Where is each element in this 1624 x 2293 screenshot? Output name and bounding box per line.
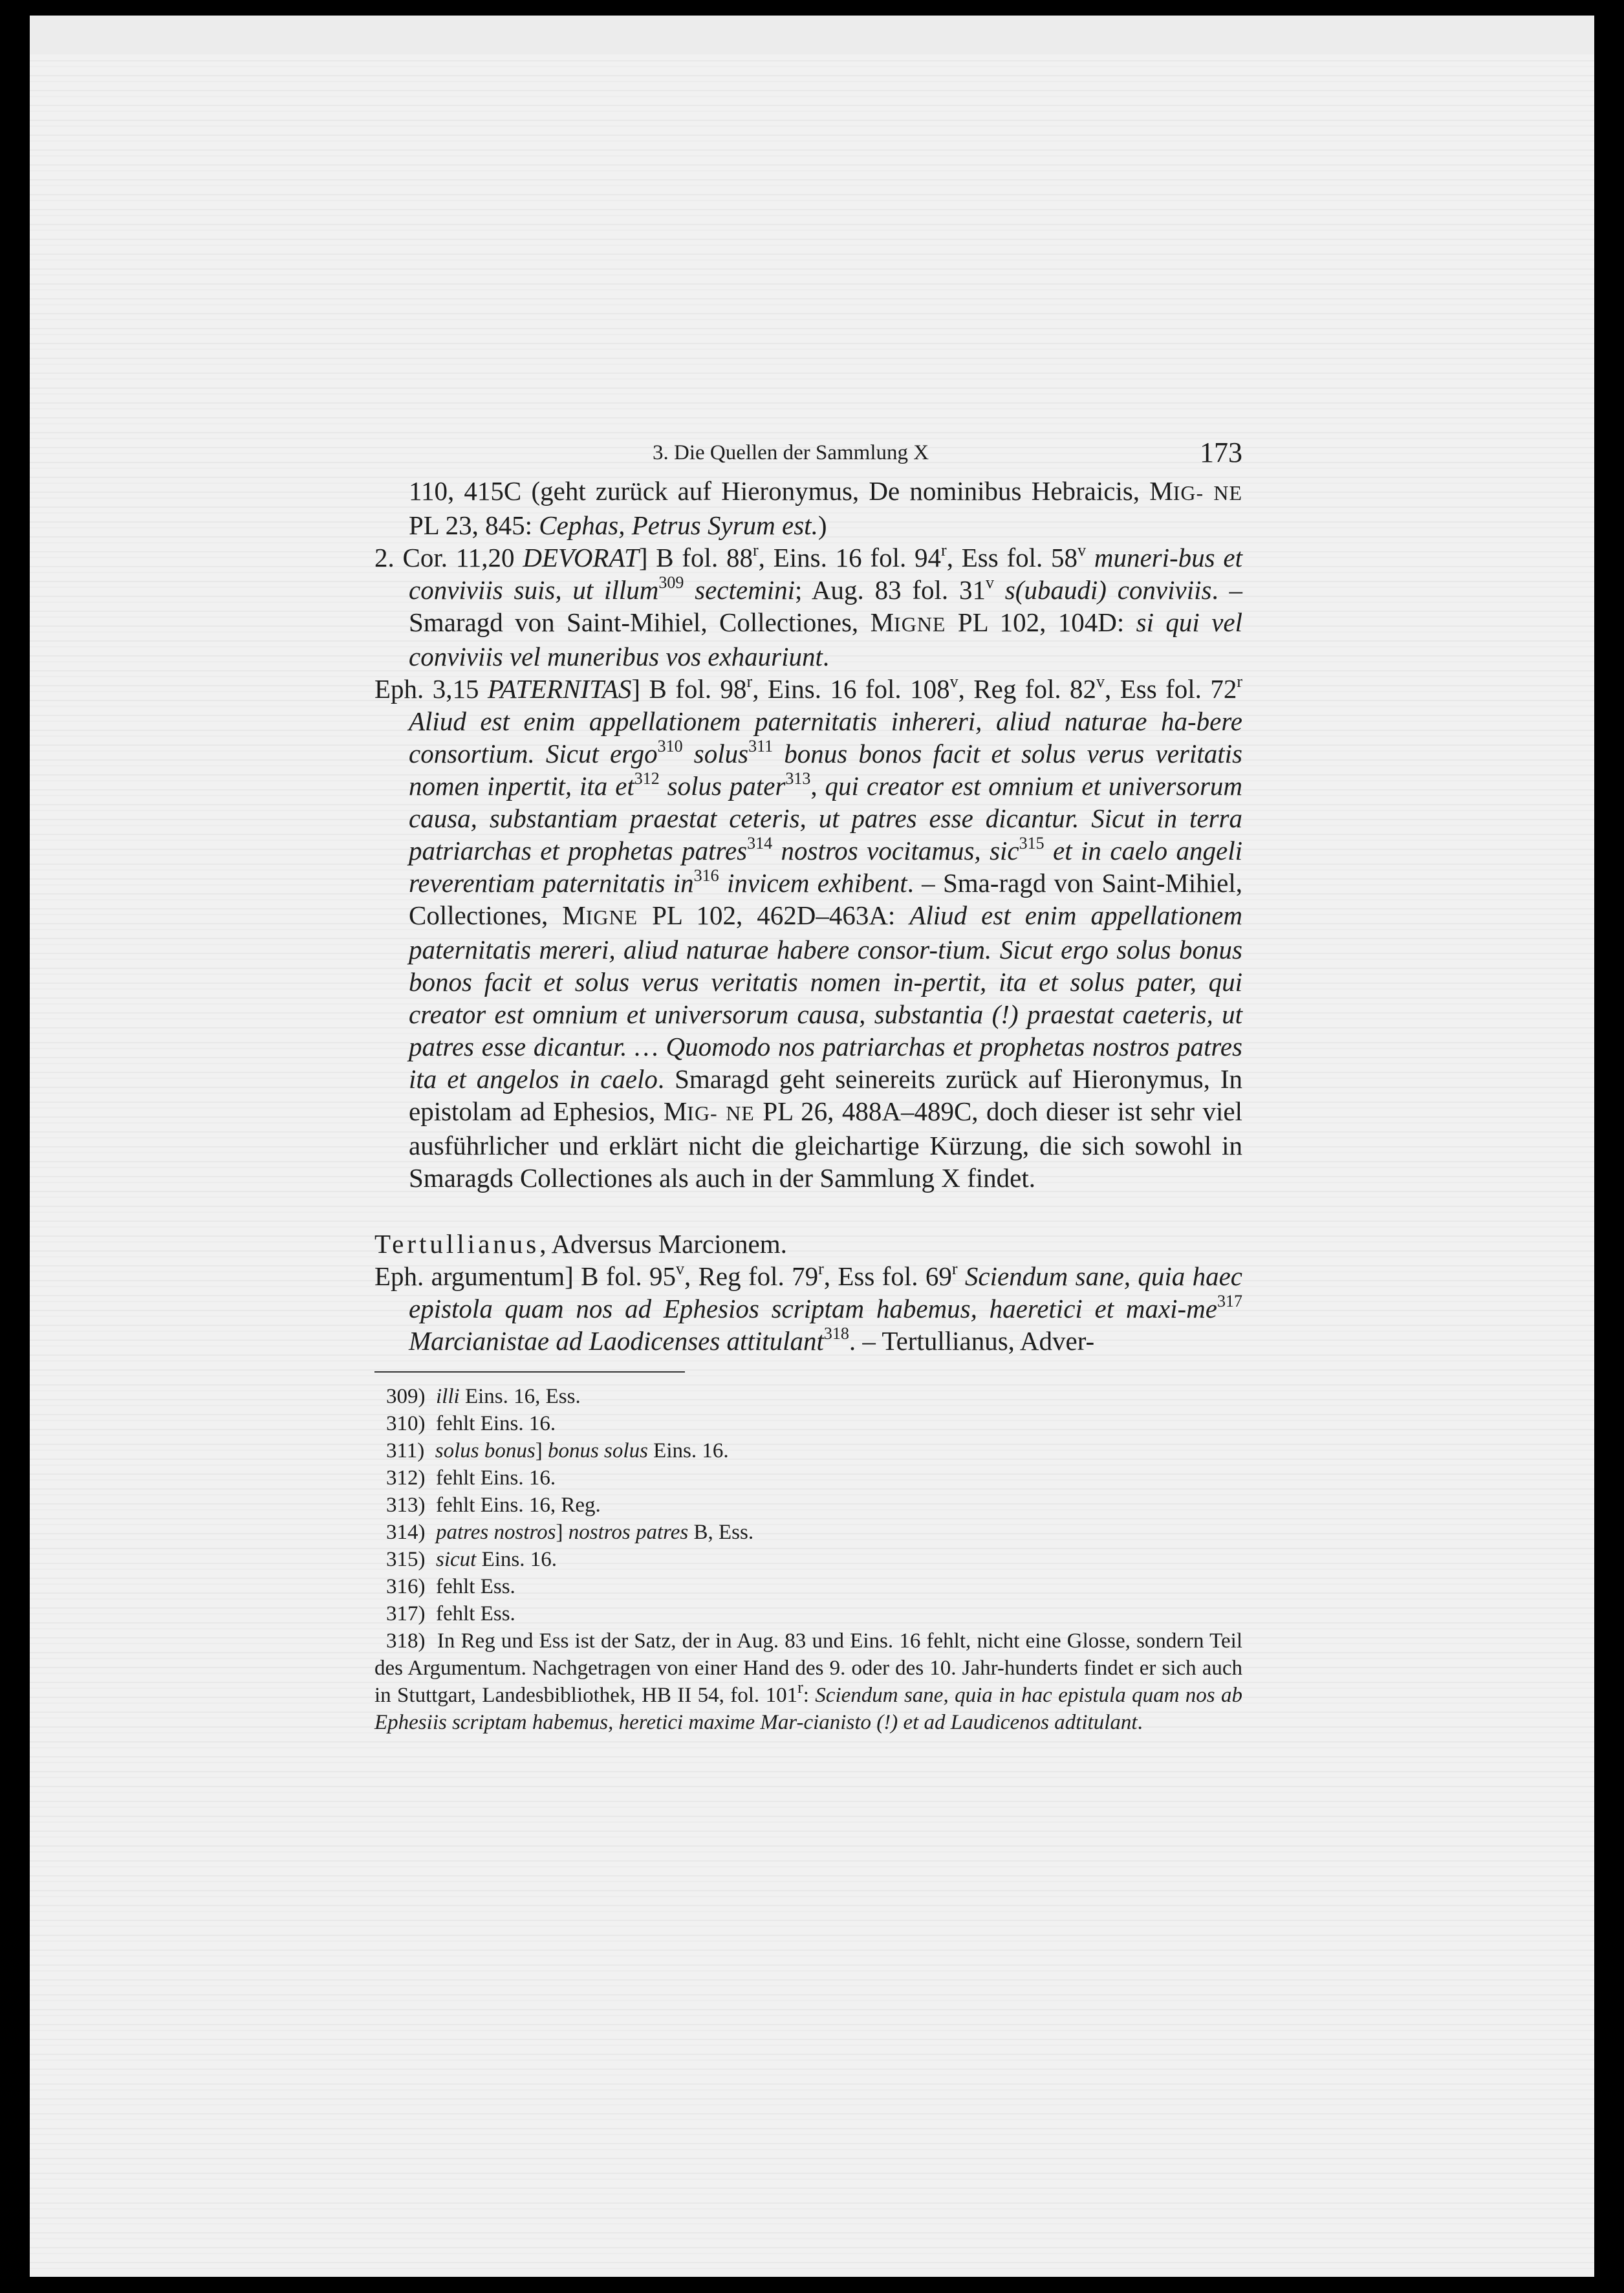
- entry-2cor-11-20: 2. Cor. 11,20 DEVORAT] B fol. 88$^r$, Eins. 16 fol. 94$^r$, Ess fol. 58$^v$ muneri-bus et conviviis suis, ut illum$^{309}$ sectemini; Aug. 83 fol. 31$^v$ s(ubaudi) conviviis. – Smaragd von Saint-Mihiel, Collectiones, MIGNE PL 102, 104D: si qui vel conviviis vel muneribus vos exhauriunt.: [374, 541, 1243, 671]
- footnote-315: 315) sicut Eins. 16.: [386, 1548, 557, 1571]
- footnote-310: 310) fehlt Eins. 16.: [386, 1412, 556, 1435]
- footnote-314: 314) patres nostros] nostros patres B, Ess.: [386, 1521, 754, 1544]
- footnote-316: 316) fehlt Ess.: [386, 1575, 515, 1598]
- text-block: [374, 436, 1242, 1736]
- footnote-rule: [374, 1371, 685, 1373]
- footnote-313: 313) fehlt Eins. 16, Reg.: [386, 1494, 601, 1517]
- footnote-317: 317) fehlt Ess.: [386, 1602, 515, 1625]
- footnotes: [374, 1383, 1242, 1736]
- section-heading: [374, 1228, 1242, 1260]
- footnote-312: 312) fehlt Eins. 16.: [386, 1466, 556, 1490]
- entry-eph-argumentum: Eph. argumentum] B fol. 95$^v$, Reg fol. 79$^r$, Ess fol. 69$^r$ Sciendum sane, quia haec epistola quam nos ad Ephesios scriptam habemus, haeretici et maxi-$me^{317}$ Marcianistae ad Laodicenses attitulant$^{318}$. – Tertullianus, Adver-: [374, 1259, 1243, 1356]
- footnote-318: 318) In Reg und Ess ist der Satz, der in Aug. 83 und Eins. 16 fehlt, nicht eine Glosse, sondern Teil des Argumentum. Nachgetragen von einer Hand des 9. oder des 10. Jahr-hunderts findet er sich auch in Stuttgart, Landesbibliothek, HB II 54, fol. 101$^r$: Sciendum sane, quia in hac epistula quam nos ab Ephesiis scriptam habemus, heretici maxime Mar-cianisto (!) et ad Laudicenos adtitulant.: [374, 1629, 1242, 1734]
- footnote-309: 309) illi Eins. 16, Ess.: [386, 1385, 581, 1408]
- section-author: Tertullianus: [374, 1229, 540, 1259]
- page-number: 173: [1200, 437, 1242, 468]
- section-work: , Adversus Marcionem.: [539, 1229, 787, 1259]
- entry-continuation: 110, 415C (geht zurück auf Hieronymus, De nominibus Hebraicis, MIG- NE PL 23, 845: Cephas, Petrus Syrum est.): [409, 476, 1242, 540]
- chapter-title: 3. Die Quellen der Sammlung X: [653, 441, 929, 464]
- book-page: [30, 16, 1594, 2277]
- footnote-311: 311) solus bonus] bonus solus Eins. 16.: [386, 1439, 729, 1462]
- page-top-edge: [30, 16, 1594, 54]
- running-head: [374, 436, 1242, 475]
- entry-eph-3-15: Eph. 3,15 PATERNITAS] B fol. 98$^r$, Eins. 16 fol. 108$^v$, Reg fol. 82$^v$, Ess fol. 72$^r$ Aliud est enim appellationem paternitatis inhereri, aliud naturae ha-bere consortium. Sicut ergo$^{310}$ solus$^{311}$ bonus bonos facit et solus verus veritatis nomen inpertit, ita $et^{312}$ solus pater$^{313}$, qui creator est omnium et universorum causa, substantiam praestat ceteris, ut patres esse dicantur. Sicut in terra patriarchas et prophetas patres$^{314}$ nostros vocitamus, sic$^{315}$ et in caelo angeli reverentiam paternitatis $in^{316}$ invicem exhibent. – Sma-ragd von Saint-Mihiel, Collectiones, MIGNE PL 102, 462D–463A: Aliud est enim appellationem paternitatis mereri, aliud naturae habere consor-tium. Sicut ergo solus bonus bonos facit et solus verus veritatis nomen in-pertit, ita et solus pater, qui creator est omnium et universorum causa, substantia (!) praestat caeteris, ut patres esse dicantur. … Quomodo nos patriarchas et prophetas nostros patres ita et angelos in caelo. Smaragd geht seinereits zurück auf Hieronymus, In epistolam ad Ephesios, MIG- NE PL 26, 488A–489C, doch dieser ist sehr viel ausführlicher und erklärt nicht die gleichartige Kürzung, die sich sowohl in Smaragds Collectiones als auch in der Sammlung X findet.: [374, 672, 1243, 1193]
